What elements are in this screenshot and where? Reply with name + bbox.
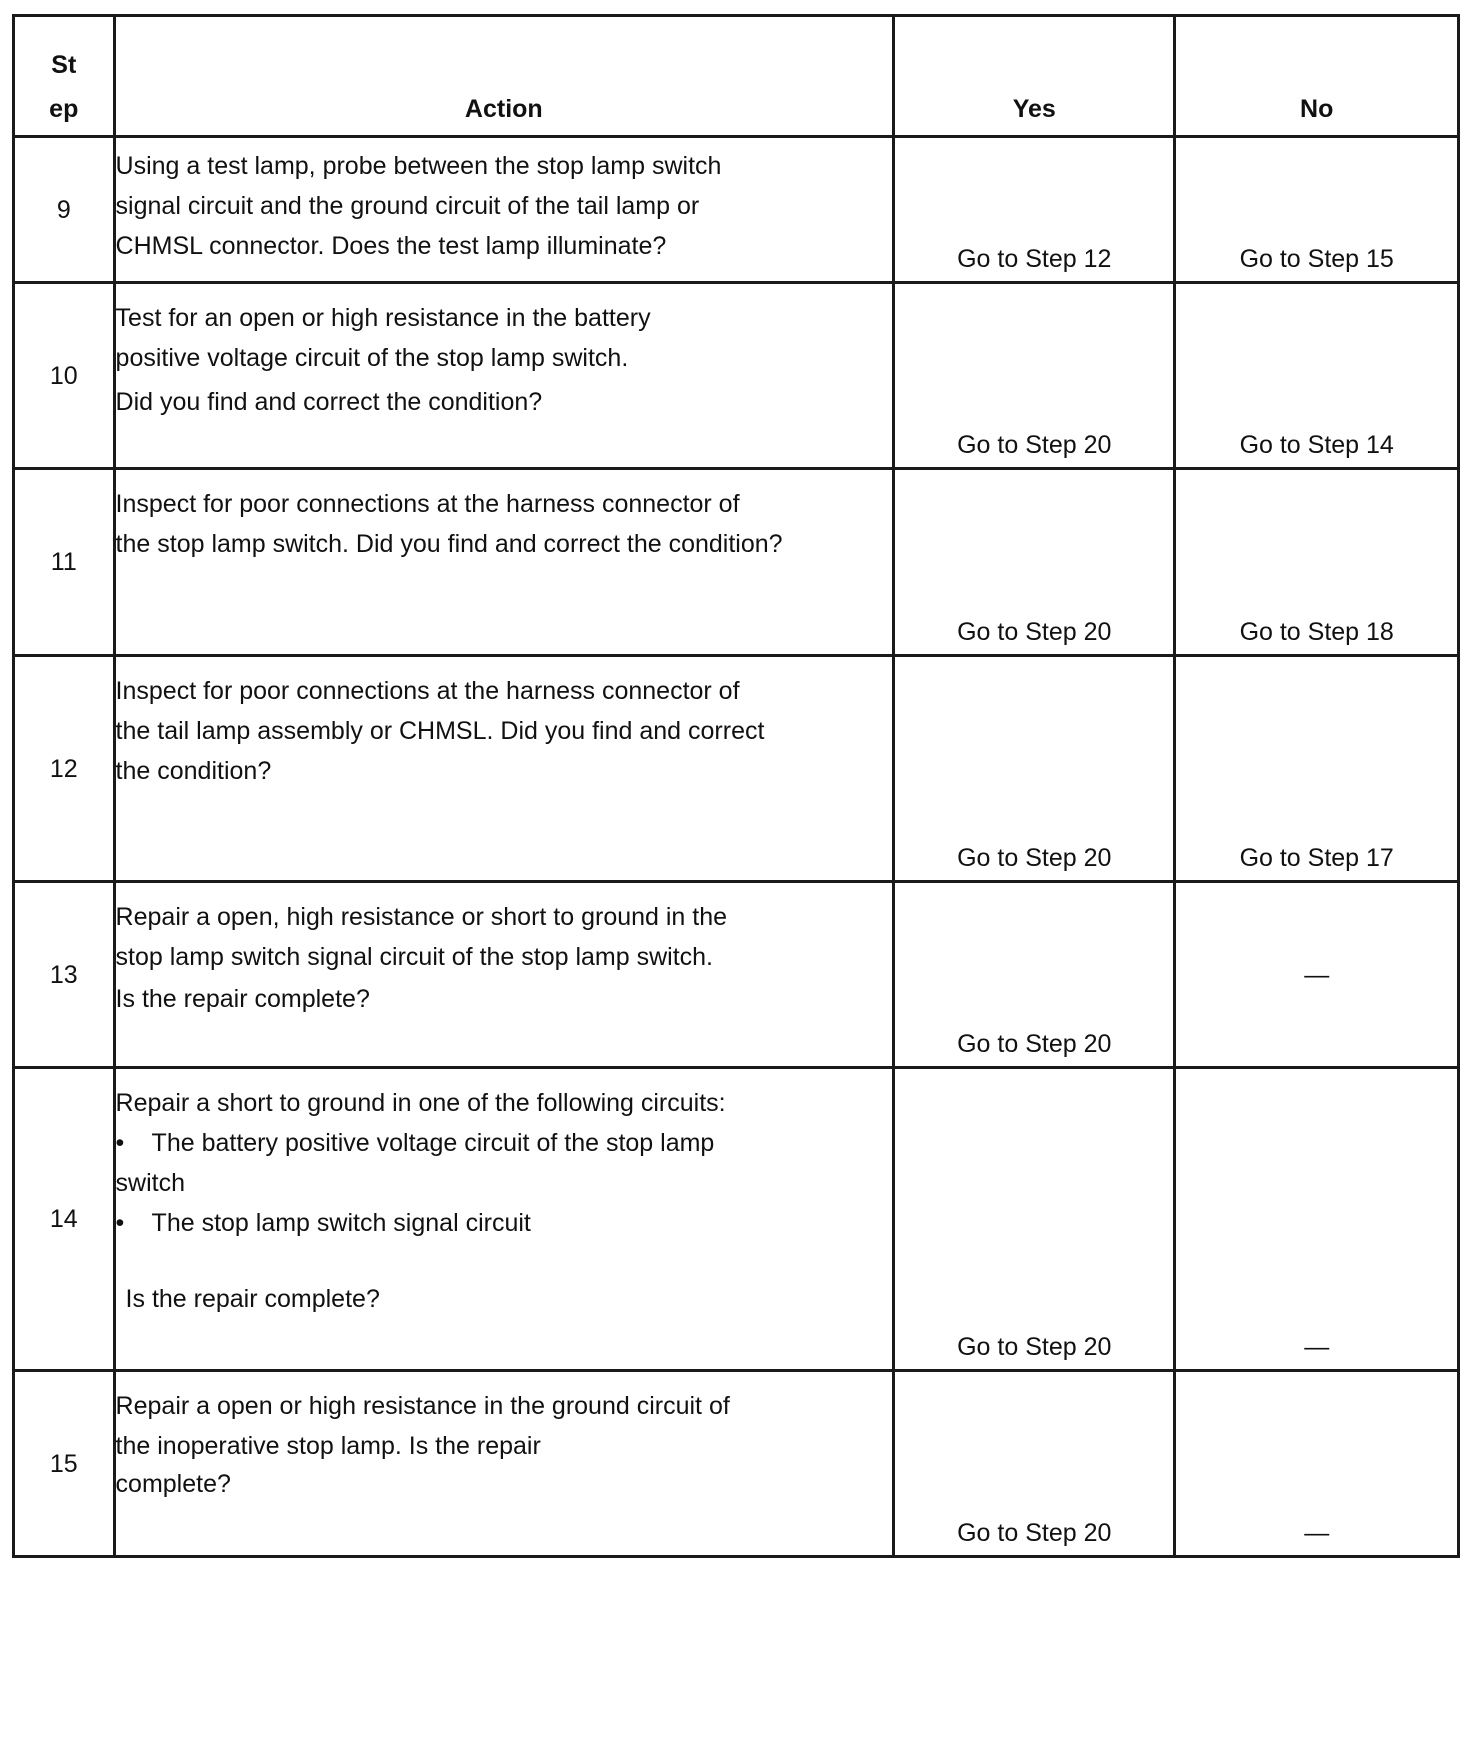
table-row xyxy=(14,137,1459,283)
action-cell xyxy=(114,656,894,882)
action-line: Inspect for poor connections at the harness connector of xyxy=(115,677,740,705)
action-line: CHMSL connector. Does the test lamp illuminate? xyxy=(115,232,667,260)
action-line: Repair a open, high resistance or short to ground in the xyxy=(115,903,728,931)
action-line: Is the repair complete? xyxy=(115,985,370,1013)
yes-cell: Go to Step 20 xyxy=(894,882,1175,1068)
action-line: Inspect for poor connections at the harness connector of xyxy=(115,490,740,518)
yes-cell: Go to Step 20 xyxy=(894,656,1175,882)
yes-cell: Go to Step 20 xyxy=(894,1068,1175,1371)
action-cell xyxy=(114,882,894,1068)
step-number: 10 xyxy=(14,283,115,469)
no-cell: Go to Step 18 xyxy=(1175,469,1459,656)
step-number: 9 xyxy=(14,137,115,283)
no-cell: Go to Step 15 xyxy=(1175,137,1459,283)
bullet-text: The battery positive voltage circuit of the stop lamp xyxy=(151,1129,715,1157)
table-row xyxy=(14,1068,1459,1371)
action-line: Test for an open or high resistance in the battery xyxy=(115,304,651,332)
step-number: 14 xyxy=(14,1068,115,1371)
spacer xyxy=(116,1245,893,1277)
step-number: 13 xyxy=(14,882,115,1068)
header-action: Action xyxy=(114,16,894,137)
bullet-dot: • xyxy=(115,1209,125,1237)
table-row xyxy=(14,882,1459,1068)
action-question: Is the repair complete? xyxy=(125,1285,380,1313)
action-line: Using a test lamp, probe between the stop lamp switch xyxy=(115,152,722,180)
action-line: the condition? xyxy=(115,757,272,785)
action-line: Repair a open or high resistance in the ground circuit of xyxy=(115,1392,730,1420)
action-line: the tail lamp assembly or CHMSL. Did you find and correct xyxy=(115,717,765,745)
bullet-item xyxy=(116,1121,893,1165)
yes-cell: Go to Step 20 xyxy=(894,283,1175,469)
action-line: positive voltage circuit of the stop lamp switch. xyxy=(115,344,629,372)
header-row xyxy=(14,16,1459,137)
no-cell: — xyxy=(1175,1068,1459,1371)
header-step-line1: St xyxy=(51,51,77,79)
step-number: 12 xyxy=(14,656,115,882)
bullet-text: The stop lamp switch signal circuit xyxy=(151,1209,531,1237)
diagnostic-table xyxy=(12,14,1460,1558)
table-row xyxy=(14,656,1459,882)
step-number: 15 xyxy=(14,1371,115,1557)
action-line: Did you find and correct the condition? xyxy=(115,388,543,416)
bullet-continuation: switch xyxy=(115,1169,186,1197)
header-no: No xyxy=(1175,16,1459,137)
action-cell xyxy=(114,1371,894,1557)
bullet-dot: • xyxy=(115,1129,125,1157)
yes-cell: Go to Step 20 xyxy=(894,469,1175,656)
action-cell xyxy=(114,1068,894,1371)
action-cell xyxy=(114,137,894,283)
no-cell: — xyxy=(1175,882,1459,1068)
table-row xyxy=(14,469,1459,656)
action-line: the inoperative stop lamp. Is the repair xyxy=(115,1432,541,1460)
yes-cell: Go to Step 12 xyxy=(894,137,1175,283)
action-line: stop lamp switch signal circuit of the stop lamp switch. xyxy=(115,943,714,971)
action-line: the stop lamp switch. Did you find and correct the condition? xyxy=(115,530,783,558)
action-intro: Repair a short to ground in one of the following circuits: xyxy=(115,1089,726,1117)
header-step-line2: ep xyxy=(49,95,79,123)
action-line: signal circuit and the ground circuit of the tail lamp or xyxy=(115,192,700,220)
action-cell xyxy=(114,469,894,656)
table-row xyxy=(14,283,1459,469)
table-row xyxy=(14,1371,1459,1557)
yes-cell: Go to Step 20 xyxy=(894,1371,1175,1557)
no-cell: Go to Step 17 xyxy=(1175,656,1459,882)
action-line: complete? xyxy=(115,1470,231,1498)
no-cell: — xyxy=(1175,1371,1459,1557)
no-cell: Go to Step 14 xyxy=(1175,283,1459,469)
header-yes: Yes xyxy=(894,16,1175,137)
bullet-item xyxy=(116,1201,893,1245)
header-step xyxy=(14,16,115,137)
action-cell xyxy=(114,283,894,469)
step-number: 11 xyxy=(14,469,115,656)
